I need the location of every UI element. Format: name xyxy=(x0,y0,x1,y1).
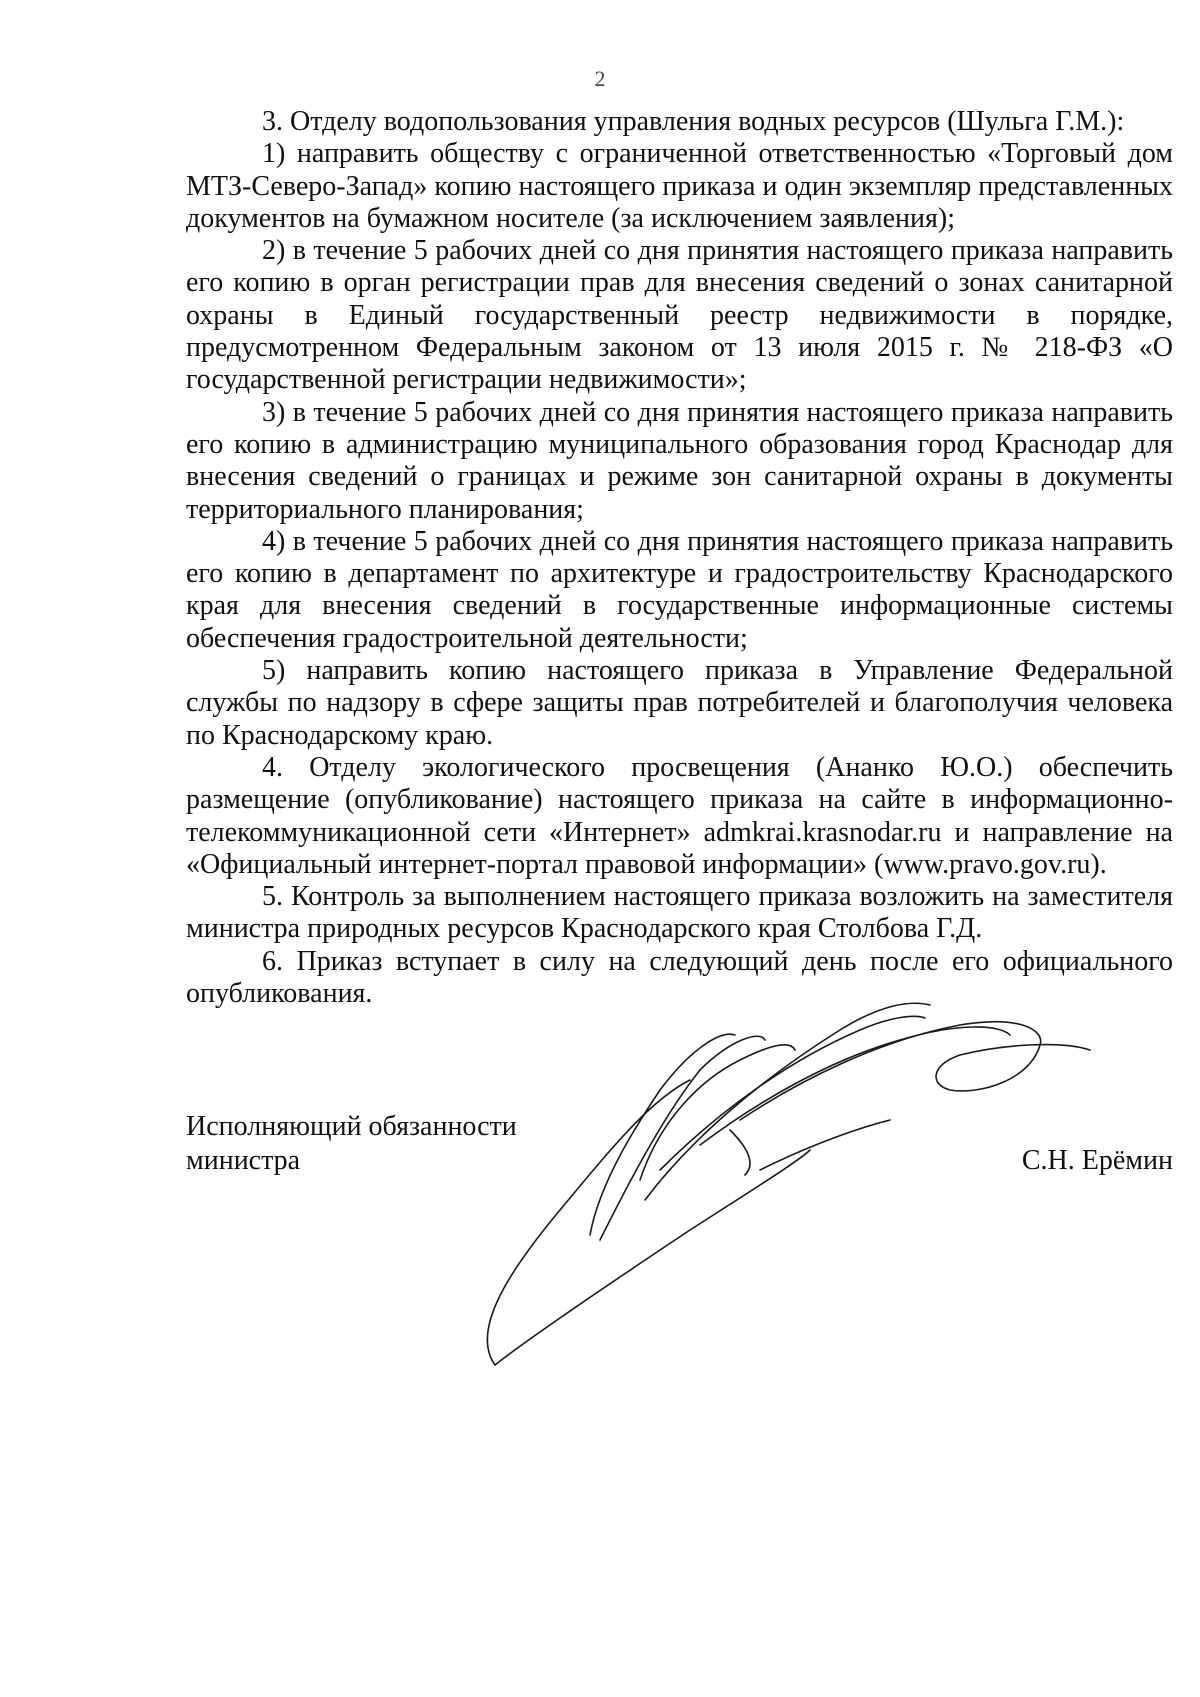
paragraph-item-5: 5. Контроль за выполнением настоящего приказа возложить на заместителя министра природных ресурсов Краснодарского края Столбова Г.Д. xyxy=(186,881,1173,945)
page-number: 2 xyxy=(594,66,606,91)
paragraph-item-4: 4. Отделу экологического просвещения (Ананко Ю.О.) обеспечить размещение (опубликование) настоящего приказа на сайте в информационно-телекоммуникационной сети «Интернет» admkrai.krasnodar.ru и направление на «Официальный интернет-портал правовой информации» (www.pravo.gov.ru). xyxy=(186,751,1173,880)
signatory-name: С.Н. Ерёмин xyxy=(1021,1145,1173,1176)
paragraph-subitem-3: 3) в течение 5 рабочих дней со дня принятия настоящего приказа направить его копию в администрацию муниципального образования город Краснодар для внесения сведений о границах и режиме зон санитарной охраны в документы территориального планирования; xyxy=(186,396,1173,525)
signatory-title-line2: министра xyxy=(186,1145,301,1176)
paragraph-subitem-1: 1) направить обществу с ограниченной ответственностью «Торговый дом МТЗ-Северо-Запад» копию настоящего приказа и один экземпляр представленных документов на бумажном носителе (за исключением заявления); xyxy=(186,138,1173,234)
paragraph-item-6: 6. Приказ вступает в силу на следующий день после его официального опубликования. xyxy=(186,945,1173,1010)
signature-block xyxy=(186,1110,1173,1190)
paragraph-subitem-4: 4) в течение 5 рабочих дней со дня принятия настоящего приказа направить его копию в департамент по архитектуре и градостроительству Краснодарского края для внесения сведений в государственные информационные системы обеспечения градостроительной деятельности; xyxy=(186,525,1173,654)
paragraph-item-3: 3. Отделу водопользования управления водных ресурсов (Шульга Г.М.): xyxy=(262,106,1125,137)
paragraph-subitem-2: 2) в течение 5 рабочих дней со дня принятия настоящего приказа направить его копию в орган регистрации прав для внесения сведений о зонах санитарной охраны в Единый государственный реестр недвижимости в порядке, предусмотренном Федеральным законом от 13 июля 2015 г. № 218-ФЗ «О государственной регистрации недвижимости»; xyxy=(186,235,1173,396)
document-body xyxy=(186,106,1173,1010)
paragraph-subitem-5: 5) направить копию настоящего приказа в Управление Федеральной службы по надзору в сфере защиты прав потребителей и благополучия человека по Краснодарскому краю. xyxy=(186,655,1173,751)
signatory-title xyxy=(186,1110,586,1178)
signatory-title-line1: Исполняющий обязанности xyxy=(186,1111,517,1142)
